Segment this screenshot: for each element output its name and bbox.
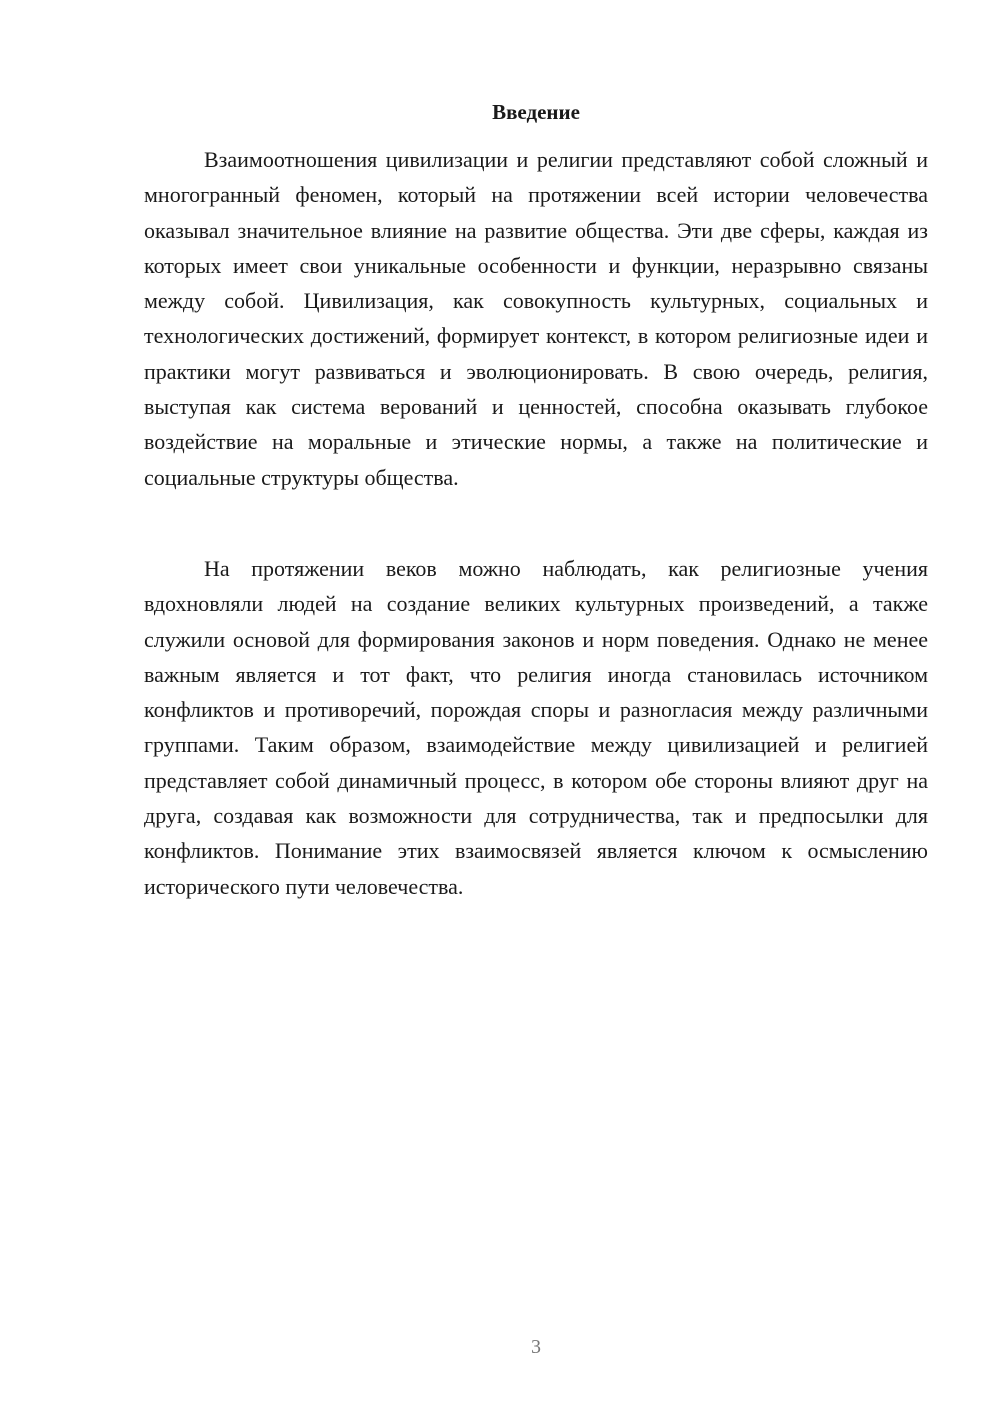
paragraph-2: На протяжении веков можно наблюдать, как религиозные учения вдохновляли людей на создание великих культурных произведений, а также служили основой для формирования законов и норм поведения. Однако не менее важным является и тот факт, что религия иногда становилась источником конфликтов и противоречий, порождая споры и разногласия между различными группами. Таким образом, взаимодействие между цивилизацией и религией представляет собой динамичный процесс, в котором обе стороны влияют друг на друга, создавая как возможности для сотрудничества, так и предпосылки для конфликтов. Понимание этих взаимосвязей является ключом к осмыслению исторического пути человечества. [144, 556, 928, 899]
paragraph-1: Взаимоотношения цивилизации и религии представляют собой сложный и многогранный феномен, который на протяжении всей истории человечества оказывал значительное влияние на развитие общества. Эти две сферы, каждая из которых имеет свои уникальные особенности и функции, неразрывно связаны между собой. Цивилизация, как совокупность культурных, социальных и технологических достижений, формирует контекст, в котором религиозные идеи и практики могут развиваться и эволюционировать. В свою очередь, религия, выступая как система верований и ценностей, способна оказывать глубокое воздействие на моральные и этические нормы, а также на политические и социальные структуры общества. [144, 147, 928, 490]
section-heading: Введение [492, 100, 580, 124]
page-number: 3 [531, 1336, 541, 1358]
